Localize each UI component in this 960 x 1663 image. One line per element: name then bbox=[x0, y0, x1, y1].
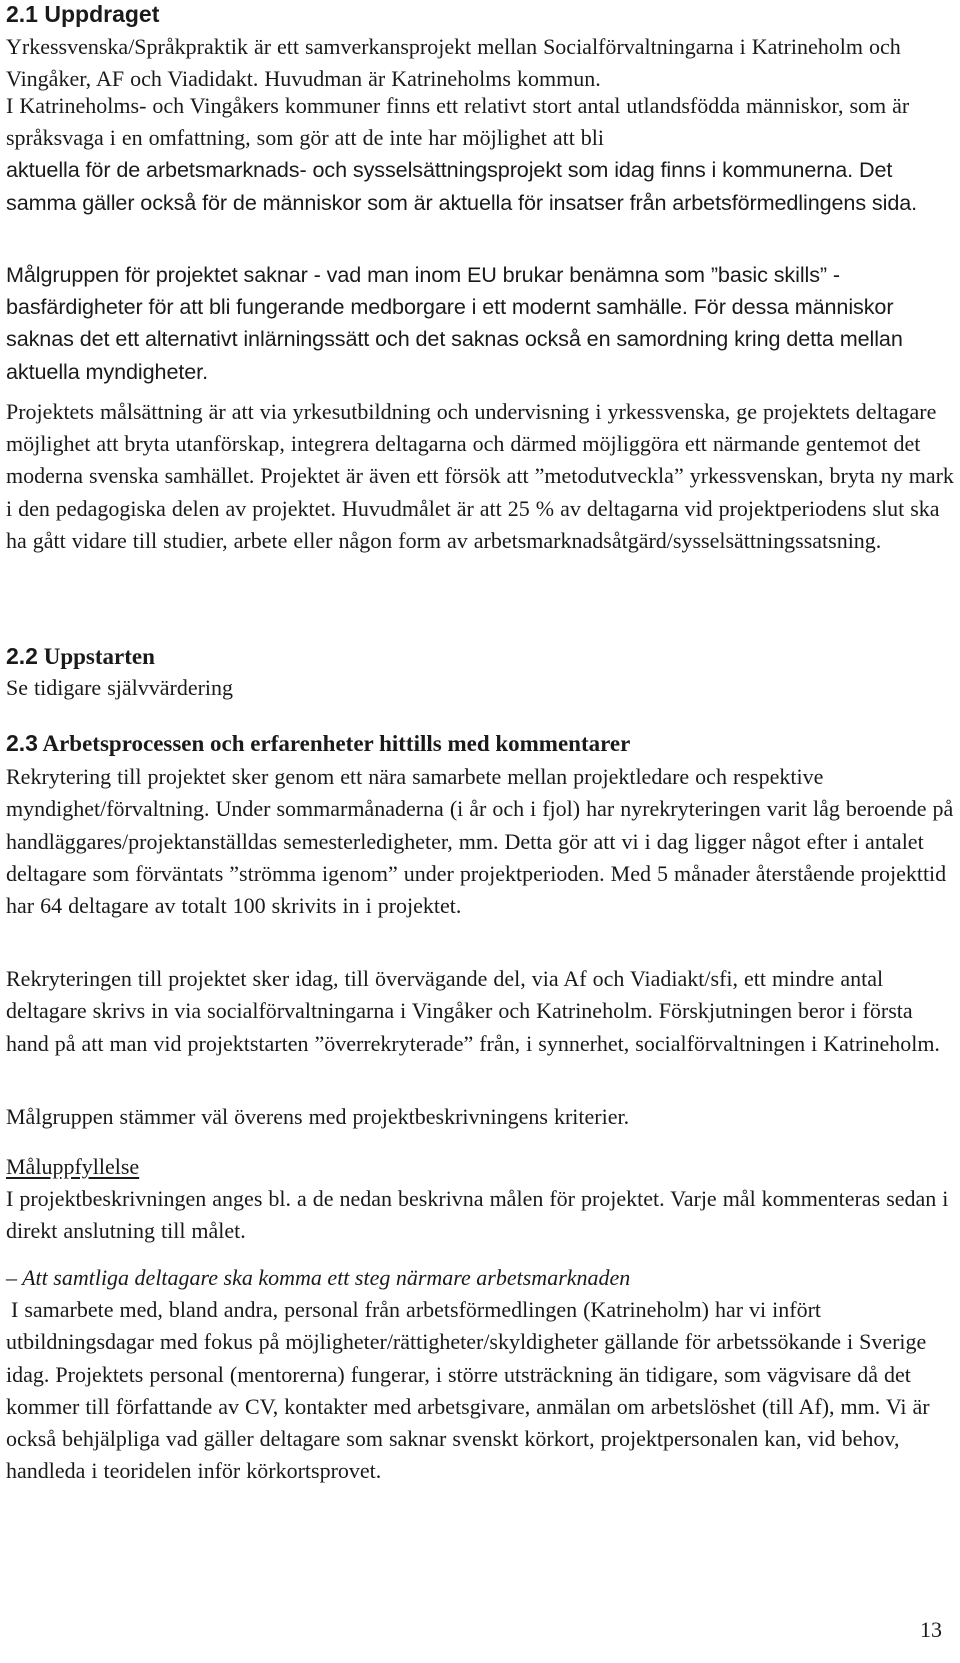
paragraph-background-serif: I Katrineholms- och Vingåkers kommuner finns ett relativt stort antal utlandsfödda människor, som är språksvaga i en omfattning, som gör att de inte har möjlighet att bli bbox=[6, 93, 910, 151]
section-2-2-heading bbox=[6, 640, 954, 673]
paragraph-goals-intro: I projektbeskrivningen anges bl. a de nedan beskrivna målen för projektet. Varje mål kommenteras sedan i direkt anslutning till målet. bbox=[6, 1186, 949, 1244]
paragraph-objective: Projektets målsättning är att via yrkesutbildning och undervisning i yrkessvenska, ge projektets deltagare möjlighet att bryta utanförskap, integrera deltagarna och därmed möjliggöra ett närmande gentemot det moderna svenska samhället. Projektet är även ett försök att ”metodutveckla” yrkessvenskan, bryta ny mark i den pedagogiska delen av projektet. Huvudmålet är att 25 % av deltagarna vid projektperiodens slut ska ha gått vidare till studier, arbete eller någon form av arbetsmarknadsåtgärd/sysselsättningssatsning. bbox=[6, 399, 954, 553]
paragraph-goal-comment: I samarbete med, bland andra, personal från arbetsförmedlingen (Katrineholm) har vi infört utbildningsdagar med fokus på möjligheter/rättigheter/skyldigheter gällande för arbetssökande i Sverige idag. Projektets personal (mentorerna) fungerar, i större utsträckning än tidigare, som vägvisare då det kommer till författande av CV, kontakter med arbetsgivare, anmälan om arbetslöshet (till Af), mm. Vi är också behjälpliga vad gäller deltagare som saknar svenskt körkort, projektpersonalen kan, vid behov, handleda i teoridelen inför körkortsprovet. bbox=[6, 1297, 930, 1484]
intro-paragraph: Yrkessvenska/Språkpraktik är ett samverkansprojekt mellan Socialförvaltningarna i Katrineholm och Vingåker, AF och Viadidakt. Huvudman är Katrineholms kommun. bbox=[6, 34, 901, 92]
paragraph-recruitment: Rekrytering till projektet sker genom ett nära samarbete mellan projektledare och respektive myndighet/förvaltning. Under sommarmånaderna (i år och i fjol) har nyrekryteringen varit låg beroende på handläggares/projektanställdas semesterledigheter, mm. Detta gör att vi i dag ligger något efter i antalet deltagare som förväntats ”strömma igenom” under projektperioden. Med 5 månader återstående projekttid har 64 deltagare av totalt 100 skrivits in i projektet. bbox=[6, 764, 954, 919]
section-number: 2.3 bbox=[6, 730, 38, 756]
section-2-2-text: Se tidigare självvärdering bbox=[6, 675, 234, 700]
section-title: Uppdraget bbox=[44, 1, 160, 27]
section-number: 2.1 bbox=[6, 1, 38, 27]
paragraph-background-sans: aktuella för de arbetsmarknads- och sysselsättningsprojekt som idag finns i kommunerna. Det samma gäller också för de människor som är aktuella för insatser från arbetsförmedlingens sida. bbox=[6, 157, 918, 215]
section-2-1-heading bbox=[6, 1, 954, 27]
paragraph-background bbox=[6, 90, 954, 219]
section-title: Uppstarten bbox=[43, 644, 155, 669]
section-number: 2.2 bbox=[6, 643, 38, 669]
goal-item bbox=[6, 1262, 954, 1294]
page-number: 13 bbox=[920, 1617, 942, 1642]
paragraph-target-group: Målgruppen för projektet saknar - vad man inom EU brukar benämna som ”basic skills” - basfärdigheter för att bli fungerande medborgare i ett modernt samhälle. För dessa människor saknas det ett alternativt inlärningssätt och det saknas också en samordning kring detta mellan aktuella myndigheter. bbox=[6, 262, 903, 384]
paragraph-recruitment-today: Rekryteringen till projektet sker idag, till övervägande del, via Af och Viadiakt/sfi, ett mindre antal deltagare skrivs in via socialförvaltningarna i Vingåker och Katrineholm. Förskjutningen beror i första hand på att man vid projektstarten ”överrekryterade” från, i synnerhet, socialförvaltningen i Katrineholm. bbox=[6, 966, 940, 1056]
subheading-goal-fulfillment: Måluppfyllelse bbox=[6, 1154, 140, 1179]
goal-dash: – bbox=[6, 1265, 17, 1290]
section-title: Arbetsprocessen och erfarenheter hittills med kommentarer bbox=[42, 731, 631, 756]
paragraph-target-criteria: Målgruppen stämmer väl överens med projektbeskrivningens kriterier. bbox=[6, 1104, 630, 1129]
section-2-3-heading bbox=[6, 727, 954, 760]
goal-text: Att samtliga deltagare ska komma ett steg närmare arbetsmarknaden bbox=[22, 1265, 631, 1290]
